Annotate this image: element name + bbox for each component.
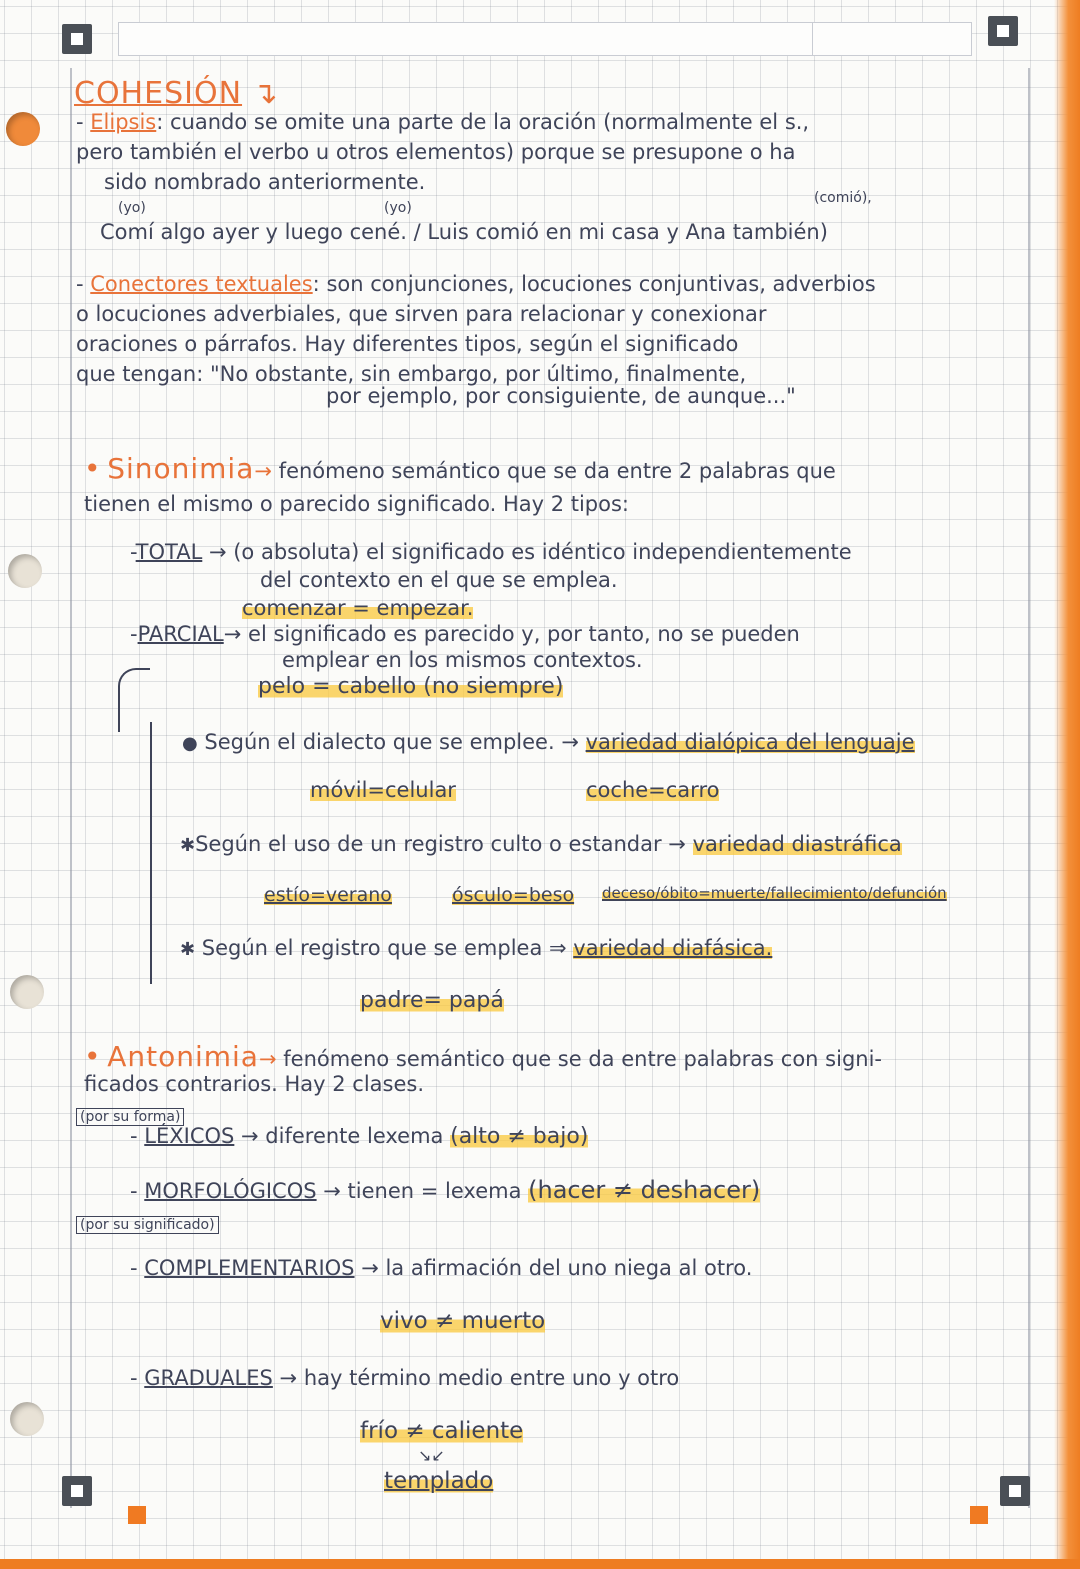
por-forma-label <box>76 1102 184 1126</box>
binder-hole <box>10 975 44 1009</box>
sub3-example-text: padre= papá <box>360 988 504 1013</box>
elipsis-line: - Elipsis: cuando se omite una parte de la oración (normalmente el s., <box>76 110 810 134</box>
conectores-line: - Conectores textuales: son conjunciones, locuciones conjuntivas, adverbios <box>76 272 876 296</box>
conectores-text: son conjunciones, locuciones conjuntivas, adverbios <box>326 272 876 296</box>
sub1-example-1: móvil=celular <box>310 778 456 802</box>
graduales-desc: hay término medio entre uno y otro <box>303 1366 680 1390</box>
sub2-example <box>264 884 392 906</box>
page-orange-edge <box>1054 0 1080 1569</box>
bullet-icon: • <box>84 1040 101 1073</box>
antonimia-text: fenómeno semántico que se da entre palabras con signi- <box>283 1047 882 1071</box>
total-example <box>242 596 473 620</box>
graduales-example-1: frío ≠ caliente <box>360 1418 524 1444</box>
sub1-example <box>586 778 719 802</box>
morfologicos-line: - MORFOLÓGICOS → tienen = lexema (hacer ≠ deshacer) <box>130 1176 761 1204</box>
graduales-example <box>384 1468 493 1494</box>
sub2-example-1: estío=verano <box>264 884 392 906</box>
graduales-label: GRADUALES <box>144 1366 273 1390</box>
sub2-example <box>602 884 947 902</box>
complementarios-example <box>380 1308 545 1334</box>
total-example-text: comenzar = empezar. <box>242 596 474 620</box>
conectores-line: oraciones o párrafos. Hay diferentes tipos, según el significado <box>76 332 739 356</box>
sub2-example-2: ósculo=beso <box>452 884 575 906</box>
lexicos-line: - LÉXICOS → diferente lexema (alto ≠ bajo) <box>130 1124 589 1149</box>
sub2-example-3: deceso/óbito=muerte/fallecimiento/defunción <box>602 884 947 902</box>
antonimia-line <box>84 1040 882 1073</box>
orange-square-icon <box>128 1506 146 1524</box>
page-title <box>74 76 279 111</box>
header-box <box>118 22 972 56</box>
sub1-variety: variedad dialópica del lenguaje <box>585 730 915 754</box>
conectores-term: Conectores textuales <box>90 272 313 296</box>
title-text: COHESIÓN <box>74 76 243 111</box>
arrow-right-icon: → <box>254 459 272 483</box>
por-significado-text: (por su significado) <box>76 1216 219 1234</box>
sub2-variety: variedad diastráfica <box>692 832 902 856</box>
conectores-line: que tengan: "No obstante, sin embargo, por último, finalmente, <box>76 362 747 386</box>
converge-arrow-icon: ↘↙ <box>418 1446 445 1465</box>
left-margin-line <box>70 68 72 1508</box>
total-label: TOTAL <box>135 540 203 564</box>
corner-logo-icon <box>1000 1476 1030 1506</box>
complementarios-line: - COMPLEMENTARIOS → la afirmación del uno niega al otro. <box>130 1256 753 1280</box>
sub1-example-2: coche=carro <box>586 778 720 802</box>
curved-arrow-icon <box>118 668 150 732</box>
morfologicos-desc: tienen = lexema <box>347 1179 522 1203</box>
total-line: -TOTAL → (o absoluta) el significado es idéntico independientemente <box>130 540 852 564</box>
elipsis-term: Elipsis <box>90 110 157 134</box>
elipsis-note: (yo) <box>384 200 412 216</box>
right-margin-line <box>1028 68 1030 1508</box>
sub1-line: ● Según el dialecto que se emplee. → variedad dialópica del lenguaje <box>182 730 915 754</box>
sub3-example <box>360 988 504 1013</box>
sub2-example <box>452 884 574 906</box>
por-significado-label <box>76 1210 219 1234</box>
corner-logo-icon <box>62 24 92 54</box>
morfologicos-label: MORFOLÓGICOS <box>144 1179 317 1203</box>
lexicos-label: LÉXICOS <box>144 1124 235 1148</box>
bullet-icon: ✱ <box>180 835 196 856</box>
binder-hole <box>10 1402 44 1436</box>
sinonimia-line: tienen el mismo o parecido significado. Hay 2 tipos: <box>84 492 630 516</box>
sub1-example <box>310 778 456 802</box>
sinonimia-line <box>84 452 836 485</box>
bullet-icon: • <box>84 452 101 485</box>
page-bottom-edge <box>0 1559 1080 1569</box>
binder-hole <box>8 554 42 588</box>
morfologicos-example: (hacer ≠ deshacer) <box>528 1176 761 1204</box>
arrow-right-icon: → <box>223 622 242 646</box>
orange-square-icon <box>970 1506 988 1524</box>
elipsis-line: pero también el verbo u otros elementos) porque se presupone o ha <box>76 140 796 164</box>
sub1-text: Según el dialecto que se emplee. <box>204 730 555 754</box>
complementarios-example-text: vivo ≠ muerto <box>380 1308 546 1334</box>
arrow-right-icon: → <box>258 1047 277 1071</box>
complementarios-label: COMPLEMENTARIOS <box>144 1256 355 1280</box>
corner-logo-icon <box>988 16 1018 46</box>
parcial-text: el significado es parecido y, por tanto, no se pueden <box>248 622 800 646</box>
graduales-example <box>360 1418 523 1444</box>
parcial-line: emplear en los mismos contextos. <box>282 648 643 672</box>
sub2-line: ✱Según el uso de un registro culto o estandar → variedad diastráfica <box>180 832 902 856</box>
total-text: (o absoluta) el significado es idéntico independientemente <box>233 540 852 564</box>
bullet-icon: ✱ <box>180 939 196 960</box>
elipsis-text: cuando se omite una parte de la oración (normalmente el s., <box>170 110 810 134</box>
binder-hole <box>6 112 40 146</box>
lexicos-example: (alto ≠ bajo) <box>450 1124 589 1149</box>
conectores-line: o locuciones adverbiales, que sirven para relacionar y conexionar <box>76 302 767 326</box>
total-line: del contexto en el que se emplea. <box>260 568 618 592</box>
corner-logo-icon <box>62 1476 92 1506</box>
parcial-example <box>258 674 563 699</box>
elipsis-example: Comí algo ayer y luego cené. / Luis comió en mi casa y Ana también) <box>100 220 828 244</box>
sub3-variety: variedad diafásica. <box>573 936 773 960</box>
elipsis-note: (yo) <box>118 200 146 216</box>
elipsis-note: (comió), <box>814 190 872 206</box>
sub3-text: Según el registro que se emplea <box>201 936 543 960</box>
parcial-label: PARCIAL <box>137 622 224 646</box>
sinonimia-term: Sinonimia <box>107 452 255 485</box>
graduales-line: - GRADUALES → hay término medio entre uno y otro <box>130 1366 680 1390</box>
graduales-example-2: templado <box>384 1468 494 1494</box>
complementarios-desc: la afirmación del uno niega al otro. <box>385 1256 753 1280</box>
parcial-line: -PARCIAL→ el significado es parecido y, por tanto, no se pueden <box>130 622 800 646</box>
parcial-example-text: pelo = cabello (no siempre) <box>258 674 564 699</box>
sub2-text: Según el uso de un registro culto o estandar <box>195 832 662 856</box>
sinonimia-text: fenómeno semántico que se da entre 2 palabras que <box>278 459 836 483</box>
antonimia-term: Antonimia <box>107 1040 259 1073</box>
elipsis-line: sido nombrado anteriormente. <box>104 170 426 194</box>
conectores-line: por ejemplo, por consiguiente, de aunque..." <box>326 384 796 408</box>
sub3-line: ✱ Según el registro que se emplea ⇒ variedad diafásica. <box>180 936 773 960</box>
lexicos-desc: diferente lexema <box>265 1124 444 1148</box>
por-forma-text: (por su forma) <box>76 1108 184 1126</box>
arrow-down-icon: ↴ <box>252 76 279 111</box>
antonimia-line: ficados contrarios. Hay 2 clases. <box>84 1072 425 1096</box>
bullet-icon: ● <box>182 733 198 754</box>
bracket-icon <box>150 722 162 984</box>
